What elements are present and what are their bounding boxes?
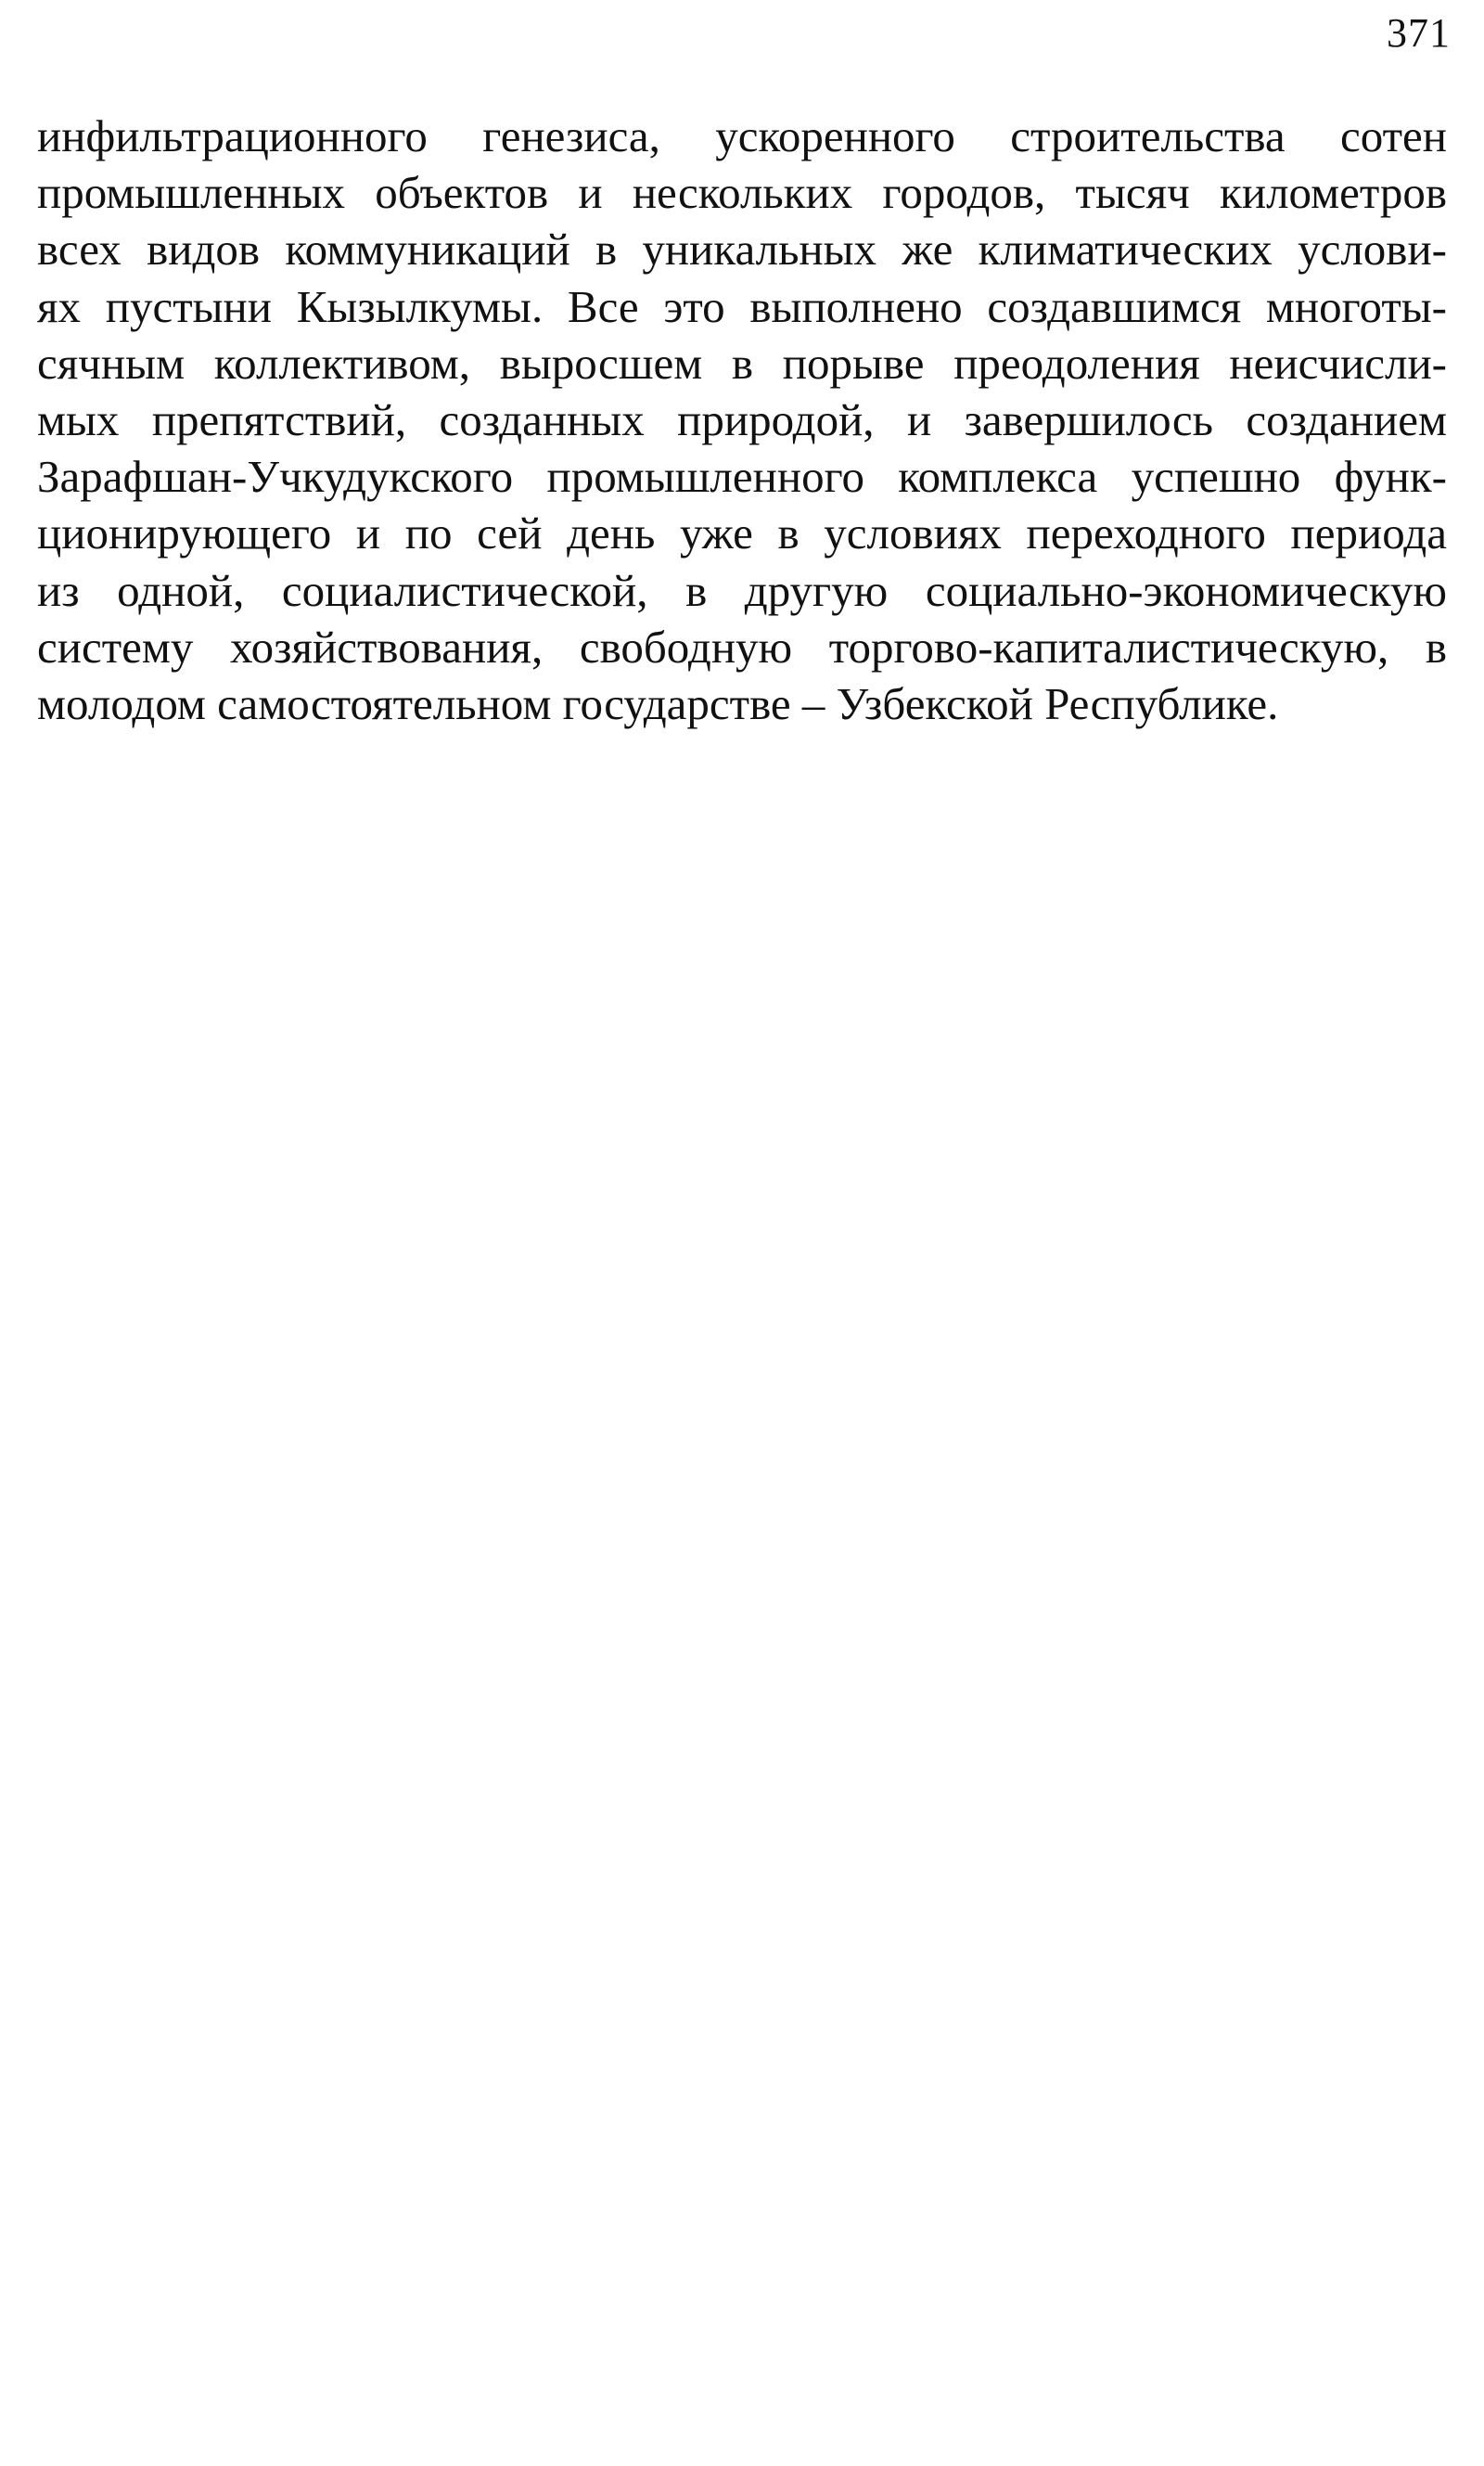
text-line-6: мых препятствий, созданных природой, и завершилось созданием [37, 393, 1447, 445]
text-line-1: инфильтрационного генезиса, ускоренного строительства сотен [37, 110, 1447, 161]
page-number: 371 [1387, 10, 1451, 56]
text-line-9: из одной, социалистической, в другую социально-экономическую [37, 564, 1447, 616]
text-line-4: ях пустыни Кызылкумы. Все это выполнено создавшимся многоты- [37, 280, 1447, 332]
text-line-5: сячным коллективом, выросшем в порыве преодоления неисчисли- [37, 337, 1447, 389]
text-line-8: ционирующего и по сей день уже в условиях переходного периода [37, 507, 1447, 559]
text-line-3: всех видов коммуникаций в уникальных же климатических услови- [37, 224, 1447, 276]
text-line-10: систему хозяйствования, свободную торгово-капиталистическую, в [37, 621, 1447, 673]
text-line-2: промышленных объектов и нескольких городов, тысяч километров [37, 167, 1447, 219]
text-line-7: Зарафшан-Учкудукского промышленного комплекса успешно функ- [37, 451, 1447, 503]
body-paragraph [37, 108, 1447, 732]
text-line-11: молодом самостоятельном государстве – Узбекской Республике. [37, 677, 1279, 729]
